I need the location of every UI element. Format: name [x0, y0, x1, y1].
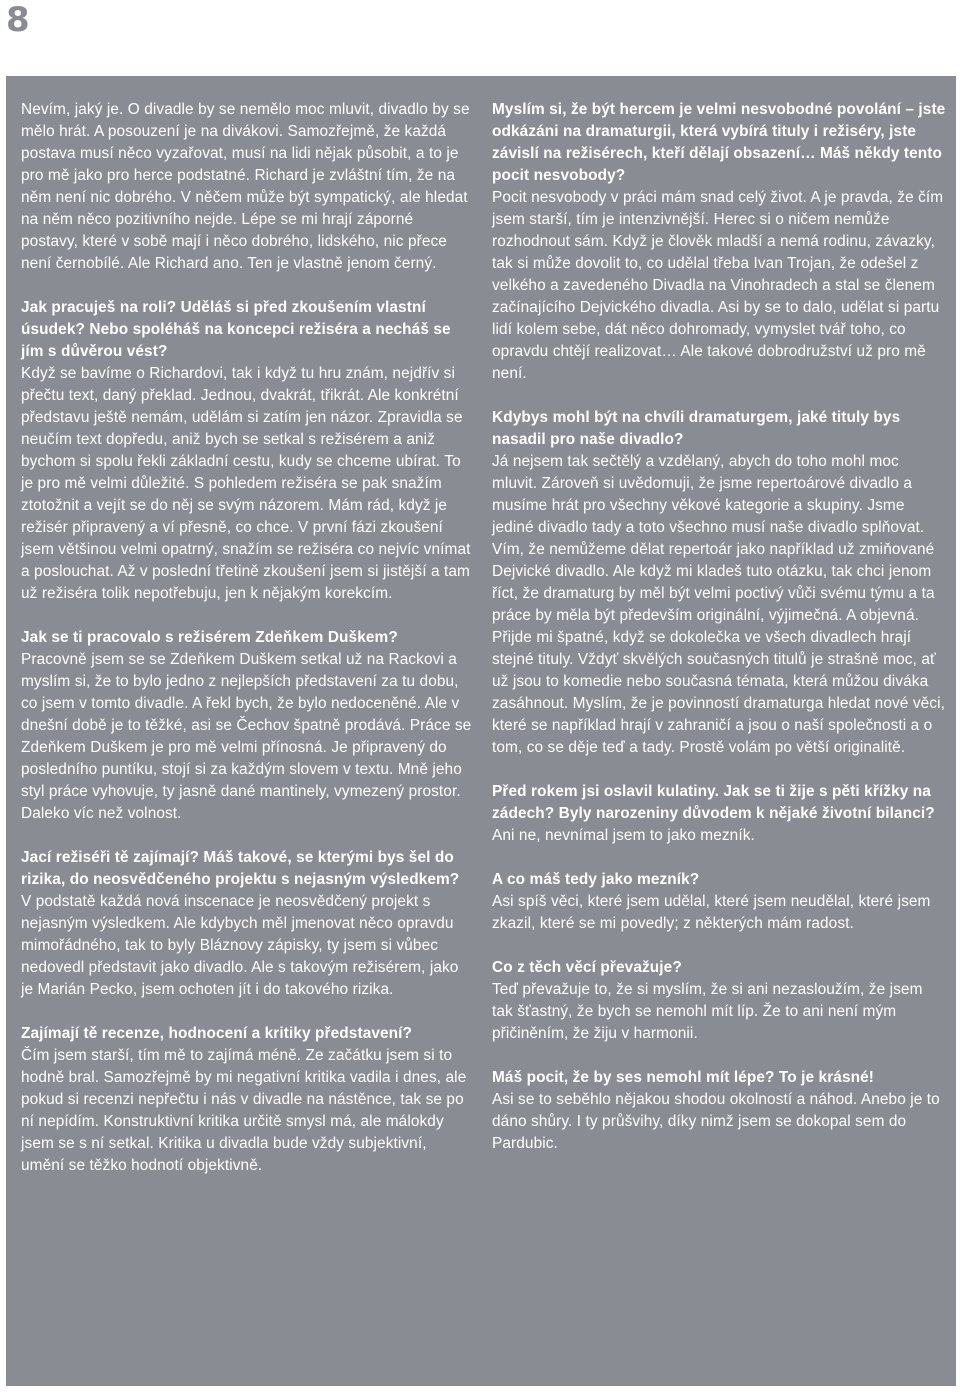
- question-text: Myslím si, že být hercem je velmi nesvobodné povolání – jste odkázáni na dramaturgii, která vybírá tituly i režiséry, jste závislí na režisérech, kteří dělají obsazení… Máš někdy tento pocit nesvobody?: [492, 101, 946, 184]
- answer-text: Asi se to seběhlo nějakou shodou okolností a náhod. Anebo je to dáno shůry. I ty průšvihy, díky nimž jsem se dokopal sem do Pardubic.: [492, 1091, 940, 1152]
- intro-answer-block: [21, 99, 473, 275]
- answer-text: Když se bavíme o Richardovi, tak i když tu hru znám, nejdřív si přečtu text, daný překlad. Jednou, dvakrát, třikrát. Ale konkrétní představu ještě nemám, udělám si zatím jen názor. Zpravidla se neučím text dopředu, aniž bych se setkal s režisérem a aniž bychom si spolu řekli základní cestu, kudy se chceme ubírat. To je pro mě velmi důležité. S pohledem režiséra se pak snažím ztotožnit a vejít se do něj se svým názorem. Mám rád, když je režisér připravený a ví přesně, co chce. V první fázi zkoušení jsem většinou velmi opatrný, snažím se režiséra co nejvíc vnímat a poslouchat. Až v poslední třetině zkoušení jsem si jistější a tam už režiséra tolik nepotřebuju, jen k nějakým korekcím.: [21, 365, 471, 602]
- qa-block: [21, 847, 473, 1001]
- qa-block: [492, 957, 947, 1045]
- answer-text: Nevím, jaký je. O divadle by se nemělo moc mluvit, divadlo by se mělo hrát. A posouzení je na divákovi. Samozřejmě, že každá postava musí něco vyzařovat, musí na lidi nějak působit, a to je pro mě jako pro herce podstatné. Richard je zvláštní tím, že na něm není nic dobrého. V něčem může být sympatický, ale hledat na něm něco pozitivního nejde. Lépe se mi hrají záporné postavy, které v sobě mají i něco dobrého, lidského, nic přece není černobílé. Ale Richard ano. Ten je vlastně jenom černý.: [21, 101, 470, 272]
- interview-panel: [6, 76, 956, 1386]
- qa-block: [21, 297, 473, 605]
- qa-block: [21, 627, 473, 825]
- qa-block: [492, 99, 947, 385]
- answer-text: Asi spíš věci, které jsem udělal, které jsem neudělal, které jsem zkazil, které se mi povedly; z některých mám radost.: [492, 893, 931, 932]
- left-column: [21, 99, 473, 1199]
- answer-text: Ani ne, nevnímal jsem to jako mezník.: [492, 827, 755, 844]
- question-text: A co máš tedy jako mezník?: [492, 871, 700, 888]
- qa-block: [492, 1067, 947, 1155]
- answer-text: V podstatě každá nová inscenace je neosvědčený projekt s nejasným výsledkem. Ale kdybych měl jmenovat něco opravdu mimořádného, tak to byly Bláznovy zápisky, ty jsem si vůbec nedovedl představit jako divadlo. Ale s takovým režisérem, jako je Marián Pecko, jsem ochoten jít i do takového rizika.: [21, 893, 459, 998]
- answer-text: Já nejsem tak sečtělý a vzdělaný, abych do toho mohl moc mluvit. Zároveň si uvědomuji, že jsme repertoárové divadlo a musíme hrát pro všechny věkové kategorie a skupiny. Jsme jediné divadlo tady a toto všechno musí naše divadlo splňovat. Vím, že nemůžeme dělat repertoár jako například už zmiňované Dejvické divadlo. Ale když mi kladeš tuto otázku, tak chci jenom říct, že dramaturg by měl být velmi poctivý vůči svému týmu a ta práce by měla být především originální, výjimečná. A objevná. Přijde mi špatné, když se dokolečka ve všech divadlech hrají stejné tituly. Vždyť skvělých současných titulů je strašně moc, ať už jsou to komedie nebo současná témata, která můžou diváka zasáhnout. Myslím, že je povinností dramaturga hledat nové věci, které se například hrají v zahraničí a jsou o naší společnosti a o tom, co se děje teď a tady. Prostě volám po větší originalitě.: [492, 453, 945, 756]
- page-number: 8: [6, 0, 30, 40]
- question-text: Zajímají tě recenze, hodnocení a kritiky představení?: [21, 1025, 413, 1042]
- answer-text: Čím jsem starší, tím mě to zajímá méně. Ze začátku jsem si to hodně bral. Samozřejmě by mi negativní kritika vadila i dnes, ale pokud si recenzi nepřečtu i nás v divadle na nástěnce, tak se po ní nepídím. Konstruktivní kritika určitě smysl má, ale málokdy jsem se s ní setkal. Kritika u divadla bude vždy subjektivní, umění se těžko hodnotí objektivně.: [21, 1047, 467, 1174]
- qa-block: [492, 781, 947, 847]
- question-text: Před rokem jsi oslavil kulatiny. Jak se ti žije s pěti křížky na zádech? Byly narozeniny důvodem k nějaké životní bilanci?: [492, 783, 935, 822]
- qa-block: [492, 869, 947, 935]
- question-text: Kdybys mohl být na chvíli dramaturgem, jaké tituly bys nasadil pro naše divadlo?: [492, 409, 901, 448]
- answer-text: Pocit nesvobody v práci mám snad celý život. A je pravda, že čím jsem starší, tím je intenzivnější. Herec si o ničem nemůže rozhodnout sám. Když je člověk mladší a nemá rodinu, závazky, tak si může dovolit to, co udělal třeba Ivan Trojan, že odešel z velkého a zavedeného Divadla na Vinohradech a stal se členem začínajícího Dejvického divadla. Asi by se to dalo, udělat si partu lidí kolem sebe, dát něco dohromady, vymyslet tvář toho, co opravdu chtějí realizovat… Ale takové dobrodružství už pro mě není.: [492, 189, 944, 382]
- answer-text: Pracovně jsem se se Zdeňkem Duškem setkal už na Rackovi a myslím si, že to bylo jedno z nejlepších představení za tu dobu, co jsem v tomto divadle. A řekl bych, že bylo nedoceněné. Ale v dnešní době je to těžké, asi se Čechov špatně prodává. Práce se Zdeňkem Duškem je pro mě velmi přínosná. Je připravený do posledního puntíku, stojí si za každým slovem v textu. Mně jeho styl práce vyhovuje, ty jasně dané mantinely, vymezený prostor. Daleko víc než volnost.: [21, 651, 472, 822]
- qa-block: [492, 407, 947, 759]
- qa-block: [21, 1023, 473, 1177]
- question-text: Jak pracuješ na roli? Uděláš si před zkoušením vlastní úsudek? Nebo spoléháš na koncepci režiséra a necháš se jím s důvěrou vést?: [21, 299, 451, 360]
- question-text: Máš pocit, že by ses nemohl mít lépe? To je krásné!: [492, 1069, 874, 1086]
- question-text: Jací režiséři tě zajímají? Máš takové, se kterými bys šel do rizika, do neosvědčeného projektu s nejasným výsledkem?: [21, 849, 460, 888]
- question-text: Co z těch věcí převažuje?: [492, 959, 682, 976]
- answer-text: Teď převažuje to, že si myslím, že si ani nezasloužím, že jsem tak šťastný, že bych se nemohl mít líp. Že to ani není mým přičiněním, že žiju v harmonii.: [492, 981, 923, 1042]
- right-column: [492, 99, 947, 1177]
- question-text: Jak se ti pracovalo s režisérem Zdeňkem Duškem?: [21, 629, 398, 646]
